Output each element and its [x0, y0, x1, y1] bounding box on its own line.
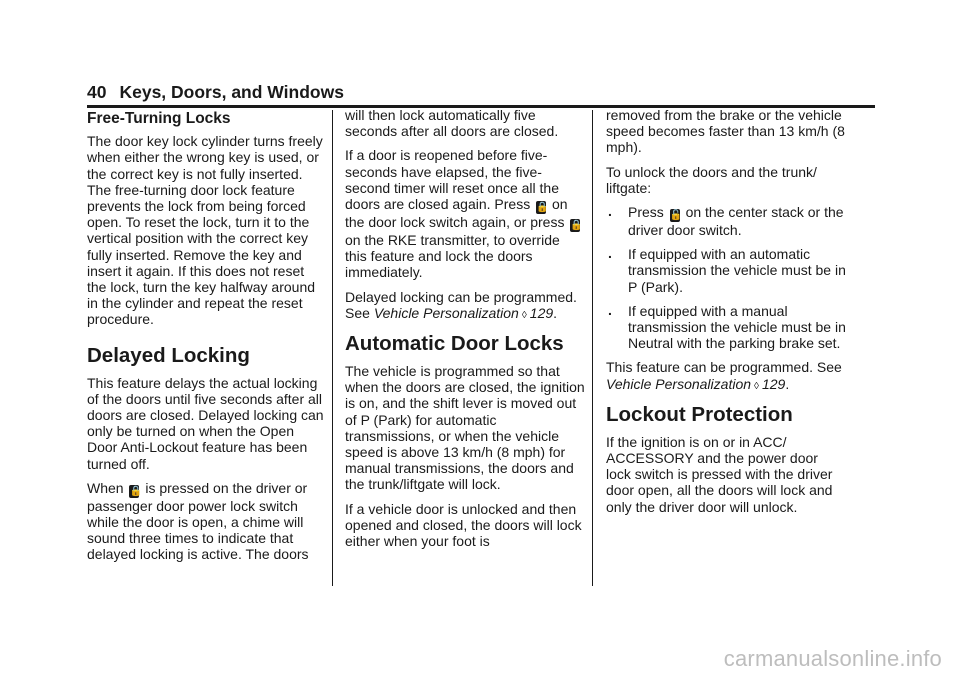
paragraph-auto-2: If a vehicle door is unlocked and then opened and closed, the doors will lock either when your foot is: [345, 500, 582, 550]
text-fragment: This feature can be programmed. See: [606, 359, 842, 376]
paragraph-auto-3: removed from the brake or the vehicle speed becomes faster than 13 km/h (8 mph).: [606, 107, 845, 156]
page-ref-icon: ◊: [754, 380, 759, 392]
paragraph-lockout: If the ignition is on or in ACC/ ACCESSORY and the power door lock switch is pressed with the driver door open, all the doors will lock and only the driver door will unlock.: [606, 433, 833, 515]
lock-icon: 🔒: [536, 202, 549, 214]
heading-free-turning-locks: Free-Turning Locks: [87, 110, 231, 127]
heading-delayed-locking: Delayed Locking: [87, 343, 250, 367]
text-fragment: on the center stack or the driver door switch.: [628, 204, 844, 239]
paragraph-delayed-4: [345, 147, 585, 280]
unlock-icon: 🔓: [669, 210, 683, 222]
page-ref-number[interactable]: 129: [761, 375, 786, 392]
paragraph-delayed-2: [87, 480, 327, 563]
watermark: carmanualsonline.info: [723, 646, 942, 671]
column-2: [345, 107, 585, 557]
text-fragment: on the door lock switch again, or press: [345, 196, 568, 231]
heading-lockout-protection: Lockout Protection: [606, 402, 793, 426]
list-item: . If equipped with an automatic transmission the vehicle must be in P (Park).: [606, 246, 846, 295]
text-fragment: on the RKE transmitter, to override this feature and lock the doors immediately.: [345, 232, 560, 281]
lock-icon: 🔒: [129, 485, 142, 497]
text-fragment: is pressed on the driver or passenger door power lock switch while the door is open, a chime will sound three times to indicate that delayed locking is active. The doors: [87, 479, 309, 563]
paragraph-delayed-1: This feature delays the actual locking of the doors until five seconds after all doors are closed. Delayed locking can only be turned on when the Open Door Anti-Lockout feature has been turned off.: [87, 374, 324, 472]
list-item: [606, 204, 846, 238]
unlock-bullet-list: [606, 204, 846, 351]
paragraph-programmed-2: This feature can be programmed. See Vehicle Personalization ◊ 129.: [606, 359, 842, 392]
column-divider-1: [332, 110, 333, 586]
paragraph-programmed: Delayed locking can be programmed. See Vehicle Personalization ◊ 129.: [345, 288, 577, 321]
paragraph-free-turning: The door key lock cylinder turns freely when either the wrong key is used, or the correct key is not fully inserted. The free-turning door lock feature prevents the lock from being forced open. To reset the lock, turn it to the vertical position with the correct key fully inserted. Remove the key and insert it again. If this does not reset the lock, turn the key halfway around in the cylinder and repeat the reset procedure.: [87, 133, 323, 328]
paragraph-unlock-intro: To unlock the doors and the trunk/ liftgate:: [606, 163, 817, 196]
text-fragment: If a door is reopened before five-seconds have elapsed, the five-second timer will reset once all the doors are closed again. Press: [345, 147, 559, 213]
section-title: Keys, Doors, and Windows: [119, 82, 344, 102]
text-fragment: Delayed locking can be programmed. See: [345, 288, 577, 321]
page-ref-number[interactable]: 129: [529, 304, 554, 321]
link-vehicle-personalization[interactable]: Vehicle Personalization: [373, 304, 519, 321]
link-vehicle-personalization[interactable]: Vehicle Personalization: [606, 375, 752, 392]
column-divider-2: [592, 110, 593, 586]
heading-automatic-door-locks: Automatic Door Locks: [345, 332, 564, 356]
paragraph-auto-1: The vehicle is programmed so that when the doors are closed, the ignition is on, and the shift lever is moved out of P (Park) for automatic transmissions, or when the vehicle speed is above 13 km/h (8 mph) for manual transmissions, the doors and the trunk/liftgate will lock.: [345, 363, 585, 493]
paragraph-delayed-3: will then lock automatically five seconds after all doors are closed.: [345, 107, 559, 140]
column-1: [87, 107, 327, 571]
text-fragment: When: [87, 479, 124, 496]
text-fragment: Press: [628, 204, 664, 221]
page-number: 40: [87, 82, 107, 102]
list-item: . If equipped with a manual transmission the vehicle must be in Neutral with the parking brake set.: [606, 303, 846, 352]
lock-icon: 🔒: [570, 220, 583, 232]
column-3: [606, 107, 846, 523]
page-header: [87, 82, 344, 103]
page-ref-icon: ◊: [521, 309, 527, 321]
